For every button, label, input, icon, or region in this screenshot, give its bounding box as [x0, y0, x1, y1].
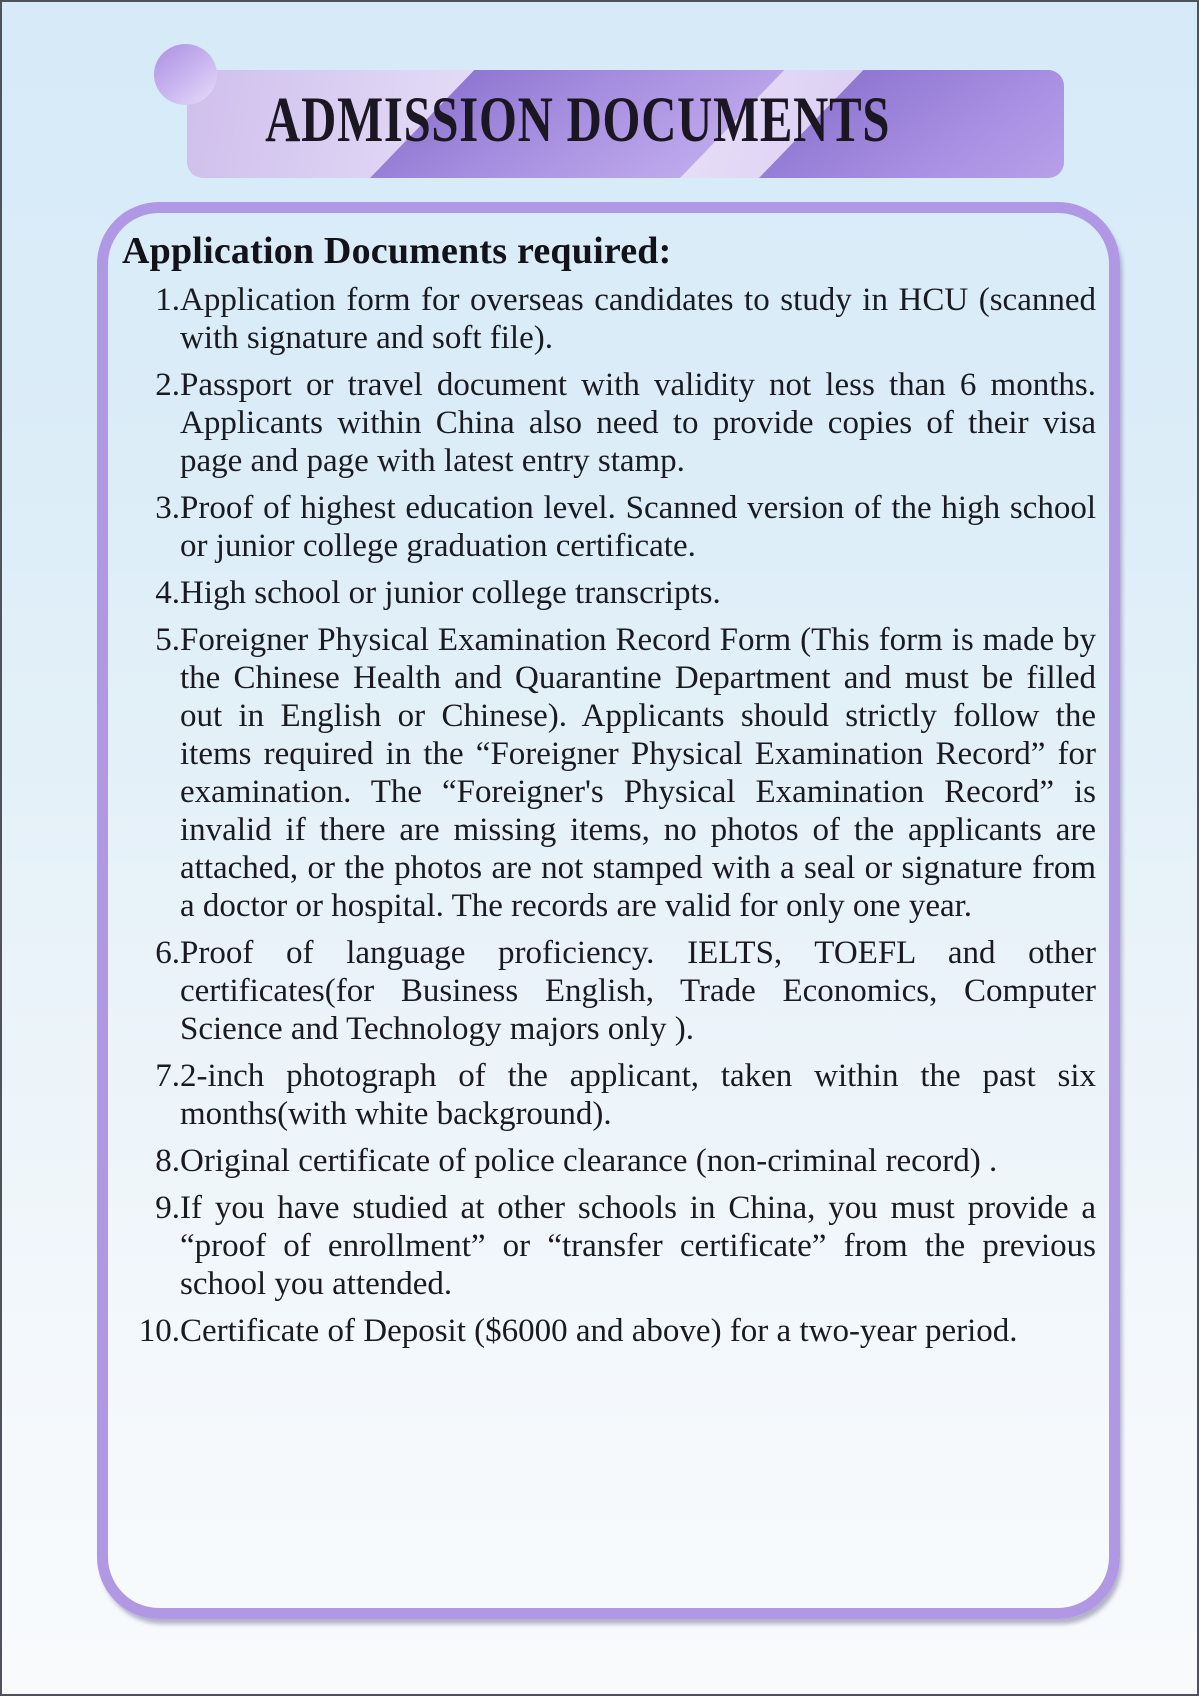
list-item: [120, 281, 1096, 357]
requirements-panel: [97, 202, 1120, 1619]
list-item: [120, 574, 1096, 612]
item-text: 2-inch photograph of the applicant, taken within the past six months(with white background).: [180, 1058, 1096, 1132]
list-item: [120, 1057, 1096, 1133]
item-number: 1.: [155, 282, 180, 318]
item-text: Original certificate of police clearance (non-criminal record) .: [180, 1143, 998, 1179]
banner-title-wrap: [187, 70, 1064, 178]
list-item: [120, 621, 1096, 925]
list-item: [120, 934, 1096, 1048]
page-title: ADMISSION DOCUMENTS: [265, 83, 891, 156]
section-heading: Application Documents required:: [122, 230, 672, 272]
item-number: 7.: [155, 1058, 180, 1094]
item-number: 9.: [155, 1190, 180, 1226]
list-item: [120, 489, 1096, 565]
item-number: 3.: [155, 490, 180, 526]
item-text: Proof of language proficiency. IELTS, TOEFL and other certificates(for Business English, Trade Economics, Computer Science and Technology majors only ).: [180, 935, 1096, 1047]
item-text: Proof of highest education level. Scanned version of the high school or junior college graduation certificate.: [180, 490, 1096, 564]
list-item: [120, 1142, 1096, 1180]
requirements-list: [120, 281, 1096, 1350]
item-text: Application form for overseas candidates to study in HCU (scanned with signature and soft file).: [180, 282, 1096, 356]
list-item: [120, 1189, 1096, 1303]
item-text: If you have studied at other schools in China, you must provide a “proof of enrollment” or “transfer certificate” from the previous school you attended.: [180, 1190, 1096, 1302]
item-text: High school or junior college transcripts.: [180, 575, 721, 611]
item-number: 6.: [155, 935, 180, 971]
item-number: 4.: [155, 575, 180, 611]
item-number: 2.: [155, 367, 180, 403]
item-text: Certificate of Deposit ($6000 and above) for a two-year period.: [180, 1313, 1018, 1349]
title-banner: [187, 70, 1064, 178]
item-number: 5.: [155, 622, 180, 658]
list-item: [120, 1312, 1096, 1350]
item-number: 10.: [138, 1313, 180, 1349]
decorative-circle: [154, 44, 217, 105]
item-text: Foreigner Physical Examination Record Form (This form is made by the Chinese Health and Quarantine Department and must be filled out in English or Chinese). Applicants should strictly follow the items required in the “Foreigner Physical Examination Record” for examination. The “Foreigner's Physical Examination Record” is invalid if there are missing items, no photos of the applicants are attached, or the photos are not stamped with a seal or signature from a doctor or hospital. The records are valid for only one year.: [180, 622, 1096, 924]
list-item: [120, 366, 1096, 480]
item-number: 8.: [155, 1143, 180, 1179]
item-text: Passport or travel document with validity not less than 6 months. Applicants within China also need to provide copies of their visa page and page with latest entry stamp.: [180, 367, 1096, 479]
